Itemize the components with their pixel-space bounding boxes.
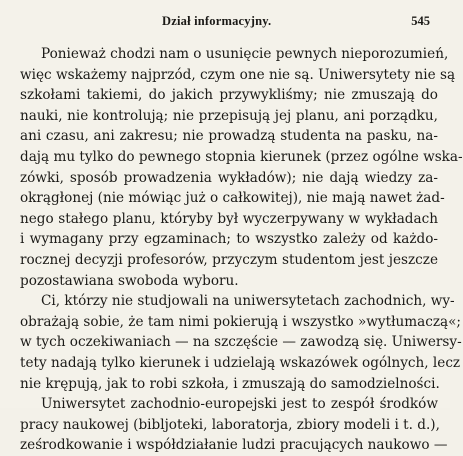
text-line: i wymagany przy egzaminach; to wszystko zależy od każdo- xyxy=(20,231,438,248)
text-line: szkołami takiemi, do jakich przywykliśmy; nie zmuszają do xyxy=(20,87,438,104)
text-line: ani czasu, ani zakresu; nie prowadzą studenta na pasku, na- xyxy=(20,128,438,145)
page-header xyxy=(0,14,450,32)
text-line: nego stałego planu, któryby był wyczerpywany w wykładach xyxy=(20,210,438,227)
text-line: Uniwersytet zachodnio-europejski jest to zespół środków xyxy=(41,396,438,413)
text-line: zówki, sposób prowadzenia wykładów); nie dają wiedzy za- xyxy=(20,169,438,186)
text-line: nie krępują, jak to robi szkoła, i zmuszają do samodzielności. xyxy=(20,375,440,392)
text-line: ześrodkowanie i współdziałanie ludzi pracujących naukowo — xyxy=(20,437,448,454)
text-line: okrągłonej (nie mówiąc już o całkowitej), nie mają nawet żad- xyxy=(20,190,445,207)
text-line: tety nadają tylko kierunek i udzielają wskazówek ogólnych, lecz xyxy=(20,354,461,371)
text-line: pracy naukowej (bibljoteki, laboratorja, zbiory modeli i t. d.), xyxy=(20,416,440,433)
text-line: w tych oczekiwaniach — na szczęście — zawodzą się. Uniwersy- xyxy=(20,334,462,351)
text-line: dają mu tylko do pewnego stopnia kierunek (przez ogólne wska- xyxy=(20,148,463,165)
text-line: rocznej decyzji profesorów, przyczym studentom jest jeszcze xyxy=(20,251,438,268)
text-line: Ci, którzy nie studjowali na uniwersytetach zachodnich, wy- xyxy=(41,293,455,310)
text-line: obrażają sobie, że tam nimi pokierują i wszystko »wytłumaczą«; xyxy=(20,313,462,330)
text-line: Ponieważ chodzi nam o usunięcie pewnych nieporozumień, xyxy=(41,46,449,62)
body-text xyxy=(20,44,463,456)
text-line: nauki, nie kontrolują; nie przepisują jej planu, ani porządku, xyxy=(20,107,438,124)
text-line: więc wskażemy najprzód, czym one nie są. Uniwersytety nie są xyxy=(20,66,456,83)
page-number: 545 xyxy=(411,14,430,28)
running-title: Dział informacyjny. xyxy=(162,14,272,28)
text-line: pozostawiana swoboda wyboru. xyxy=(20,272,239,289)
